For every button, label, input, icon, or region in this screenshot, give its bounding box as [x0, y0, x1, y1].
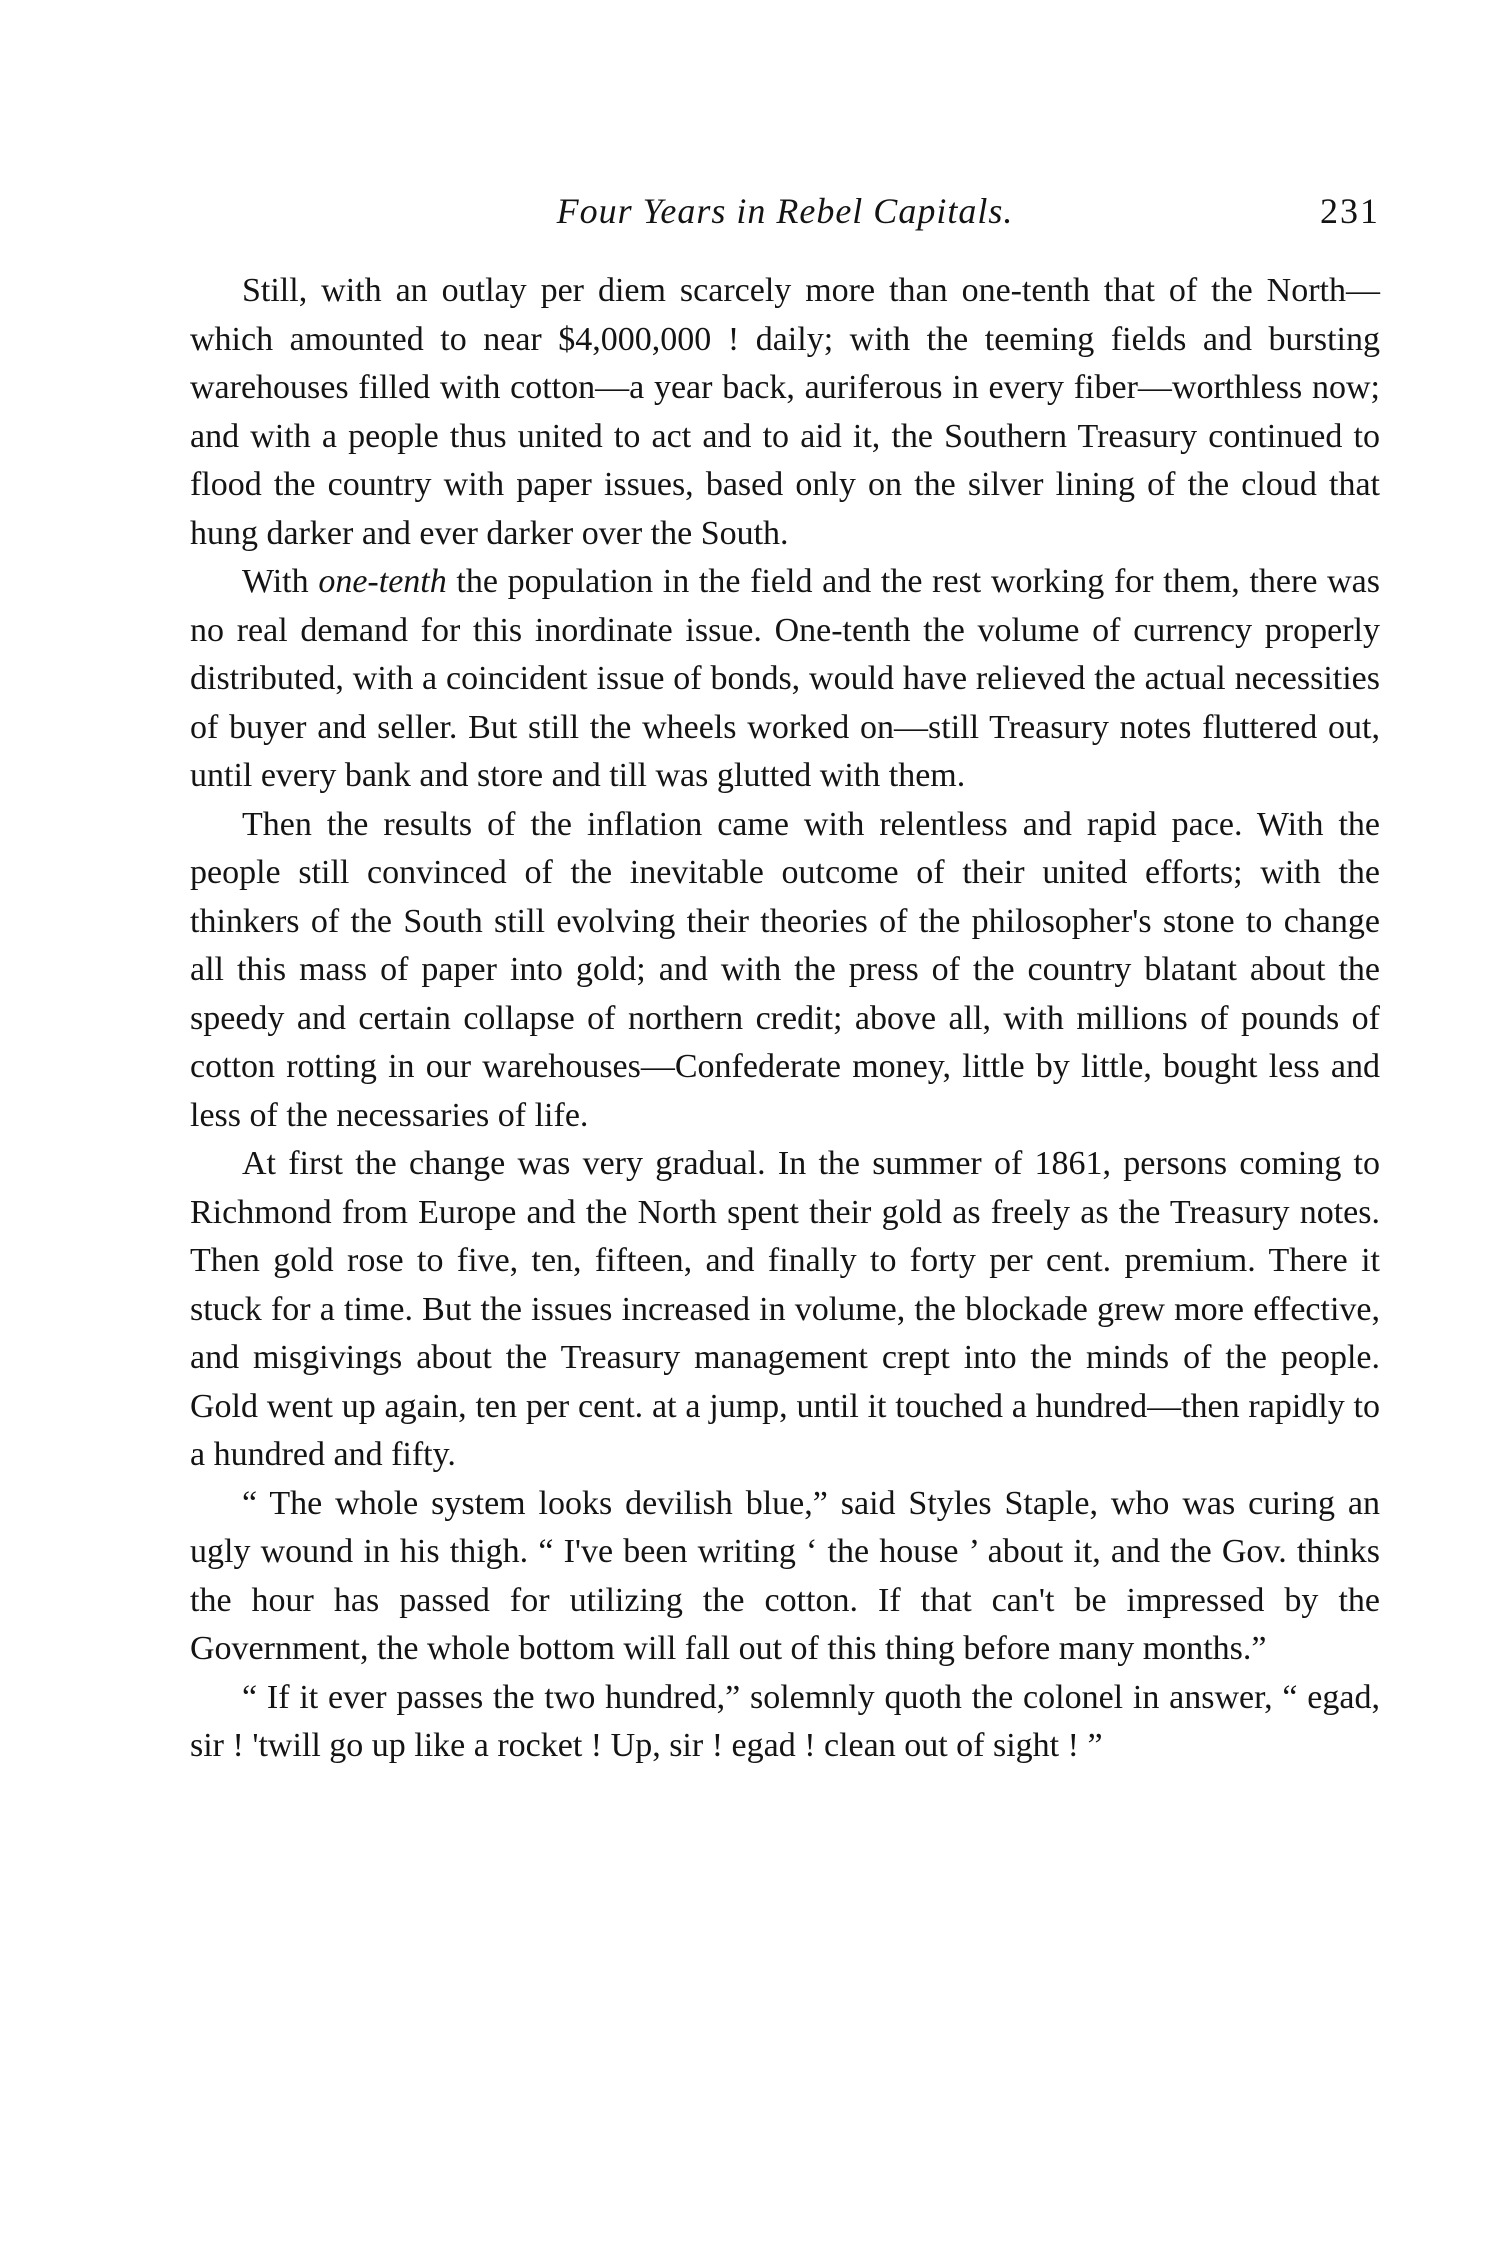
paragraph-text: At first the change was very gradual. In the summer of 1861, persons coming to Richmond from Europe and the North spent their gold as freely as the Treasury notes. Then gold rose to five, ten, fifteen, and finally to forty per cent. premium. There it stuck for a time. But the issues increased in volume, the blockade grew more effective, and misgivings about the Treasury management crept into the minds of the people. Gold went up again, ten per cent. at a jump, until it touched a hundred—then rapidly to a hundred and fifty.	[190, 1145, 1380, 1473]
paragraph-text: “ If it ever passes the two hundred,” solemnly quoth the colonel in answer, “ egad, sir ! 'twill go up like a rocket ! Up, sir ! egad ! clean out of sight ! ”	[190, 1678, 1380, 1764]
paragraph-6	[190, 1674, 1380, 1771]
paragraph-1	[190, 267, 1380, 558]
paragraph-5	[190, 1480, 1380, 1674]
paragraph-4	[190, 1140, 1380, 1480]
paragraph-text: With	[242, 563, 319, 600]
page-number: 231	[1320, 191, 1380, 231]
paragraph-text: Then the results of the inflation came with relentless and rapid pace. With the people still convinced of the inevitable outcome of their united efforts; with the thinkers of the South still evolving their theories of the philosopher's stone to change all this mass of paper into gold; and with the press of the country blatant about the speedy and certain collapse of northern credit; above all, with millions of pounds of cotton rotting in our warehouses—Confederate money, little by little, bought less and less of the necessaries of life.	[190, 805, 1380, 1134]
emphasis-one-tenth: one-tenth	[318, 563, 447, 600]
running-title: Four Years in Rebel Capitals.	[556, 191, 1014, 231]
paragraph-2	[190, 558, 1380, 801]
body-text	[190, 267, 1380, 1771]
paragraph-3	[190, 801, 1380, 1141]
paragraph-text: the population in the field and the rest working for them, there was no real demand for this inordinate issue. One-tenth the volume of currency properly distributed, with a coincident issue of bonds, would have relieved the actual necessities of buyer and seller. But still the wheels worked on—still Treasury notes fluttered out, until every bank and store and till was glutted with them.	[190, 563, 1380, 794]
running-head	[190, 186, 1380, 236]
paragraph-text: Still, with an outlay per diem scarcely more than one-tenth that of the North—which amounted to near $4,000,000 ! daily; with the teeming fields and bursting warehouses filled with cotton—a year back, auriferous in every fiber—worthless now; and with a people thus united to act and to aid it, the Southern Treasury continued to flood the country with paper issues, based only on the silver lining of the cloud that hung darker and ever darker over the South.	[190, 272, 1380, 552]
paragraph-text: “ The whole system looks devilish blue,” said Styles Staple, who was curing an ugly wound in his thigh. “ I've been writing ‘ the house ’ about it, and the Gov. thinks the hour has passed for utilizing the cotton. If that can't be impressed by the Government, the whole bottom will fall out of this thing before many months.”	[190, 1484, 1380, 1667]
